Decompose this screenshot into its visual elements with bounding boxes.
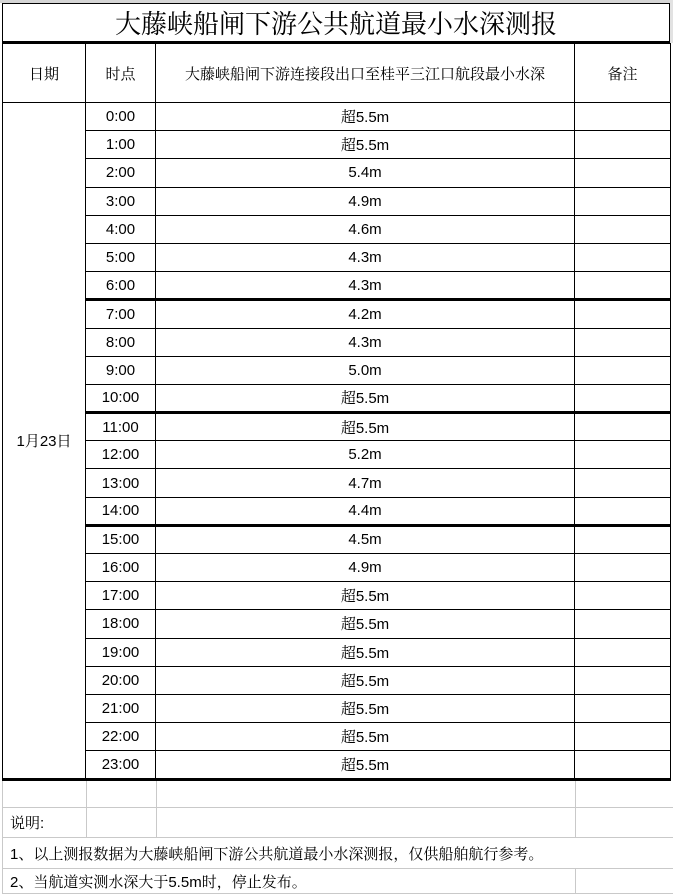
depth-cell: 超5.5m xyxy=(156,384,575,412)
table-row xyxy=(3,243,671,271)
table-row xyxy=(3,469,671,497)
remark-cell xyxy=(575,525,671,553)
depth-cell: 4.9m xyxy=(156,554,575,582)
depth-cell: 超5.5m xyxy=(156,638,575,666)
remark-cell xyxy=(575,666,671,694)
time-cell: 6:00 xyxy=(86,272,156,300)
remark-cell xyxy=(575,384,671,412)
time-cell: 8:00 xyxy=(86,328,156,356)
table-row xyxy=(3,441,671,469)
depth-table xyxy=(2,43,671,781)
depth-cell: 5.0m xyxy=(156,356,575,384)
time-cell: 17:00 xyxy=(86,582,156,610)
remark-cell xyxy=(575,610,671,638)
footer-spacer-row xyxy=(3,781,673,808)
depth-cell: 超5.5m xyxy=(156,610,575,638)
time-cell: 14:00 xyxy=(86,497,156,525)
empty-cell xyxy=(576,869,673,894)
empty-cell xyxy=(87,808,157,838)
time-cell: 0:00 xyxy=(86,103,156,131)
time-cell: 2:00 xyxy=(86,159,156,187)
time-cell: 19:00 xyxy=(86,638,156,666)
time-cell: 23:00 xyxy=(86,751,156,779)
empty-cell xyxy=(576,781,673,808)
remark-cell xyxy=(575,582,671,610)
depth-cell: 4.4m xyxy=(156,497,575,525)
remark-cell xyxy=(575,328,671,356)
empty-cell xyxy=(3,781,87,808)
time-cell: 1:00 xyxy=(86,131,156,159)
table-row xyxy=(3,103,671,131)
time-cell: 22:00 xyxy=(86,723,156,751)
time-cell: 13:00 xyxy=(86,469,156,497)
table-row xyxy=(3,610,671,638)
empty-cell xyxy=(87,781,157,808)
depth-cell: 超5.5m xyxy=(156,131,575,159)
table-row xyxy=(3,694,671,722)
depth-cell: 超5.5m xyxy=(156,103,575,131)
table-row xyxy=(3,356,671,384)
depth-rows xyxy=(3,103,671,780)
remark-cell xyxy=(575,131,671,159)
remark-cell xyxy=(575,723,671,751)
depth-cell: 4.7m xyxy=(156,469,575,497)
time-cell: 21:00 xyxy=(86,694,156,722)
table-row xyxy=(3,272,671,300)
time-cell: 3:00 xyxy=(86,187,156,215)
table-row xyxy=(3,751,671,779)
depth-cell: 4.3m xyxy=(156,272,575,300)
depth-cell: 超5.5m xyxy=(156,751,575,779)
remark-cell xyxy=(575,356,671,384)
remark-cell xyxy=(575,159,671,187)
header-date: 日期 xyxy=(3,44,86,103)
remark-cell xyxy=(575,441,671,469)
remark-cell xyxy=(575,638,671,666)
empty-cell xyxy=(576,808,673,838)
table-row xyxy=(3,554,671,582)
depth-cell: 超5.5m xyxy=(156,413,575,441)
footer-label-row xyxy=(3,808,673,838)
table-row xyxy=(3,525,671,553)
time-cell: 12:00 xyxy=(86,441,156,469)
footer-note-row xyxy=(3,838,673,869)
table-row xyxy=(3,187,671,215)
table-row xyxy=(3,159,671,187)
empty-cell xyxy=(157,808,576,838)
table-row xyxy=(3,497,671,525)
table-row xyxy=(3,215,671,243)
table-header-row xyxy=(3,44,671,103)
depth-cell: 4.5m xyxy=(156,525,575,553)
time-cell: 4:00 xyxy=(86,215,156,243)
remark-cell xyxy=(575,272,671,300)
time-cell: 5:00 xyxy=(86,243,156,271)
time-cell: 10:00 xyxy=(86,384,156,412)
time-cell: 9:00 xyxy=(86,356,156,384)
footer-grid xyxy=(2,781,673,895)
table-row xyxy=(3,413,671,441)
table-row xyxy=(3,384,671,412)
note-1: 1、以上测报数据为大藤峡船闸下游公共航道最小水深测报，仅供船舶航行参考。 xyxy=(3,838,673,869)
header-depth: 大藤峡船闸下游连接段出口至桂平三江口航段最小水深 xyxy=(156,44,575,103)
time-cell: 7:00 xyxy=(86,300,156,328)
time-cell: 15:00 xyxy=(86,525,156,553)
remark-cell xyxy=(575,300,671,328)
depth-cell: 5.2m xyxy=(156,441,575,469)
table-row xyxy=(3,131,671,159)
remark-cell xyxy=(575,751,671,779)
remark-cell xyxy=(575,554,671,582)
time-cell: 16:00 xyxy=(86,554,156,582)
depth-cell: 4.2m xyxy=(156,300,575,328)
remark-cell xyxy=(575,215,671,243)
time-cell: 11:00 xyxy=(86,413,156,441)
remark-cell xyxy=(575,103,671,131)
note-2: 2、当航道实测水深大于5.5m时，停止发布。 xyxy=(3,869,576,894)
report-sheet xyxy=(2,3,670,894)
remark-cell xyxy=(575,413,671,441)
depth-cell: 4.3m xyxy=(156,243,575,271)
header-time: 时点 xyxy=(86,44,156,103)
table-row xyxy=(3,328,671,356)
header-remark: 备注 xyxy=(575,44,671,103)
footer-note-row xyxy=(3,869,673,894)
depth-cell: 4.3m xyxy=(156,328,575,356)
depth-cell: 超5.5m xyxy=(156,694,575,722)
time-cell: 18:00 xyxy=(86,610,156,638)
depth-cell: 超5.5m xyxy=(156,582,575,610)
time-cell: 20:00 xyxy=(86,666,156,694)
notes-label: 说明: xyxy=(3,808,87,838)
table-row xyxy=(3,666,671,694)
remark-cell xyxy=(575,469,671,497)
remark-cell xyxy=(575,694,671,722)
table-row xyxy=(3,582,671,610)
depth-cell: 超5.5m xyxy=(156,723,575,751)
remark-cell xyxy=(575,243,671,271)
table-row xyxy=(3,638,671,666)
remark-cell xyxy=(575,497,671,525)
remark-cell xyxy=(575,187,671,215)
report-title: 大藤峡船闸下游公共航道最小水深测报 xyxy=(2,3,670,43)
depth-cell: 4.6m xyxy=(156,215,575,243)
depth-cell: 超5.5m xyxy=(156,666,575,694)
depth-cell: 4.9m xyxy=(156,187,575,215)
depth-cell: 5.4m xyxy=(156,159,575,187)
table-row xyxy=(3,300,671,328)
date-cell: 1月23日 xyxy=(3,103,86,780)
table-row xyxy=(3,723,671,751)
empty-cell xyxy=(157,781,576,808)
